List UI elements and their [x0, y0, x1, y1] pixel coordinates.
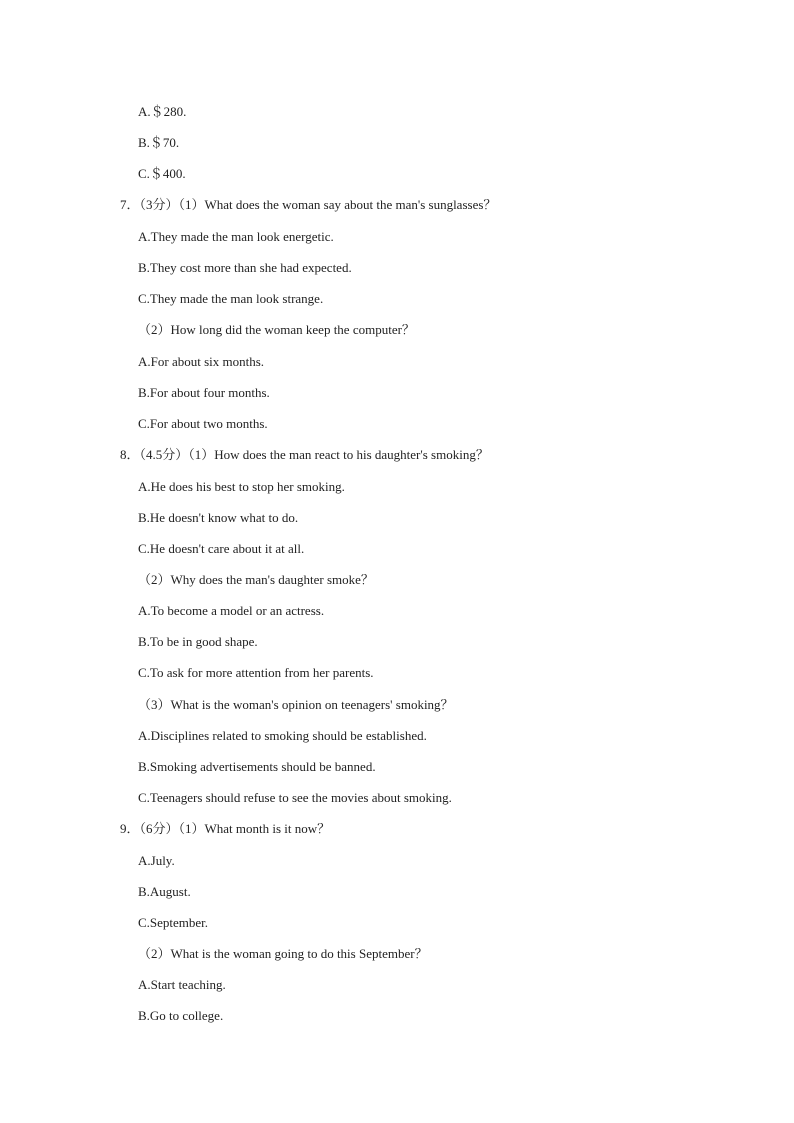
option-6b: B.＄70. [138, 135, 180, 150]
question-9-sub-2: （2）What is the woman going to do this September？ [138, 946, 428, 961]
option-9-2b: B.Go to college. [138, 1008, 224, 1023]
option-7-2a: A.For about six months. [138, 354, 265, 369]
option-7-1c: C.They made the man look strange. [138, 291, 324, 306]
option-7-1b: B.They cost more than she had expected. [138, 260, 352, 275]
question-7-sub-2: （2）How long did the woman keep the computer？ [138, 322, 415, 337]
question-9-heading: 9．（6分）（1）What month is it now？ [120, 821, 331, 836]
option-8-2b: B.To be in good shape. [138, 634, 258, 649]
question-7-heading: 7．（3分）（1）What does the woman say about the man's sunglasses？ [120, 197, 497, 212]
option-6c: C.＄400. [138, 166, 186, 181]
option-8-3a: A.Disciplines related to smoking should be established. [138, 728, 427, 743]
question-8-sub-3: （3）What is the woman's opinion on teenagers' smoking？ [138, 697, 454, 712]
option-8-2a: A.To become a model or an actress. [138, 603, 325, 618]
option-9-1a: A.July. [138, 853, 175, 868]
option-9-2a: A.Start teaching. [138, 977, 226, 992]
option-6a: A.＄280. [138, 104, 187, 119]
option-9-1c: C.September. [138, 915, 209, 930]
question-8-heading: 8．（4.5分）（1）How does the man react to his daughter's smoking？ [120, 447, 489, 462]
option-7-2b: B.For about four months. [138, 385, 270, 400]
option-7-1a: A.They made the man look energetic. [138, 229, 334, 244]
option-8-2c: C.To ask for more attention from her parents. [138, 665, 374, 680]
question-8-sub-2: （2）Why does the man's daughter smoke？ [138, 572, 374, 587]
option-7-2c: C.For about two months. [138, 416, 268, 431]
option-8-1b: B.He doesn't know what to do. [138, 510, 299, 525]
option-8-3c: C.Teenagers should refuse to see the movies about smoking. [138, 790, 452, 805]
option-9-1b: B.August. [138, 884, 191, 899]
option-8-1a: A.He does his best to stop her smoking. [138, 479, 345, 494]
option-8-1c: C.He doesn't care about it at all. [138, 541, 305, 556]
option-8-3b: B.Smoking advertisements should be banned. [138, 759, 376, 774]
